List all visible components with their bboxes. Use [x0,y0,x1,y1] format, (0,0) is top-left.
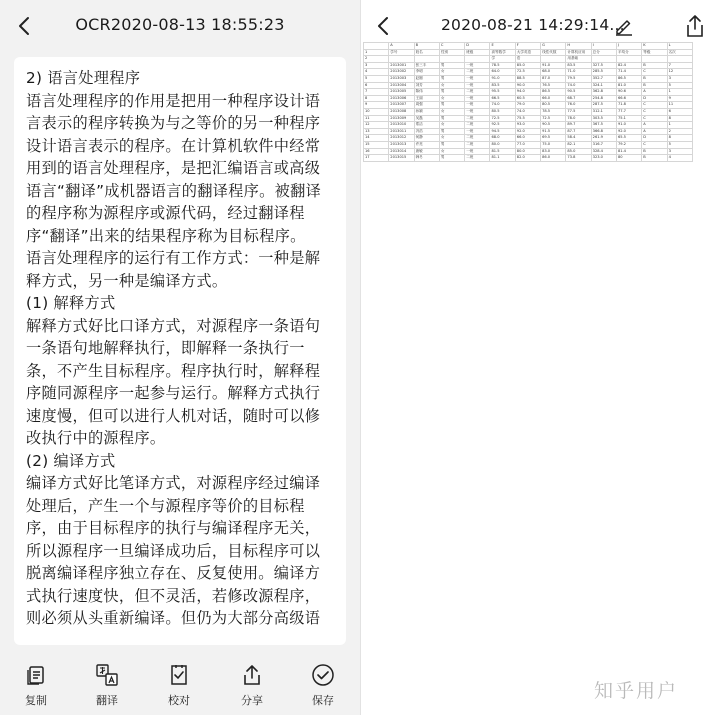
table-cell: 男 [439,115,464,122]
table-cell: 78.5 [490,62,515,69]
table-cell: B [642,155,667,162]
table-cell: 2013010 [389,122,414,129]
table-cell: 80.5 [490,108,515,115]
table-cell: 89.7 [566,122,591,129]
table-cell: 总分 [591,49,616,56]
table-cell: B [642,82,667,89]
table-cell: 80.0 [515,148,540,155]
spreadsheet-table [363,42,693,162]
table-cell: K [642,43,667,50]
table-cell: 324.1 [591,82,616,89]
table-cell: 75.5 [515,115,540,122]
table-cell: 2013006 [389,95,414,102]
save-button[interactable] [298,663,348,708]
table-cell [616,56,641,63]
table-cell: 王丽 [414,95,439,102]
proofread-icon [167,663,191,687]
table-cell: 2013008 [389,108,414,115]
table-cell: 语 [515,56,540,63]
table-cell: 71.0 [566,69,591,76]
table-cell: 85.0 [566,148,591,155]
table-cell: 男 [439,62,464,69]
table-cell: 5 [667,82,692,89]
table-cell: 女 [439,82,464,89]
table-cell: 男 [439,102,464,109]
table-cell: 90.0 [515,82,540,89]
table-cell: 学号 [389,49,414,56]
table-cell: 一班 [465,75,490,82]
bottom-toolbar [0,655,360,715]
table-cell: 二班 [465,89,490,96]
table-cell: 88.5 [515,75,540,82]
table-cell: 73.8 [566,155,591,162]
table-cell: 78.5 [541,108,566,115]
table-row [364,69,693,76]
table-cell: 1 [667,89,692,96]
table-cell: 86.0 [541,155,566,162]
table-cell: 77.5 [566,108,591,115]
table-cell: 二班 [465,135,490,142]
table-cell: 71.4 [616,69,641,76]
save-icon [311,663,335,687]
share-icon [683,13,707,39]
table-cell: 12 [364,122,389,129]
table-cell: 女 [439,95,464,102]
table-cell: 9 [364,102,389,109]
table-cell: 81.1 [490,155,515,162]
table-cell: 92.0 [616,128,641,135]
table-cell: 80.5 [541,102,566,109]
table-cell: 74.0 [490,102,515,109]
translate-icon [95,663,119,687]
table-cell: 80 [616,155,641,162]
table-cell: 72.5 [541,115,566,122]
table-row [364,82,693,89]
share-icon [240,663,264,687]
table-cell: 77.0 [515,141,540,148]
table-cell: 95.5 [490,89,515,96]
table-row [364,122,693,129]
chevron-left-icon [373,15,395,37]
table-cell: B [642,148,667,155]
table-cell: 2013011 [389,128,414,135]
table-cell: 285.5 [591,69,616,76]
table-cell: B [414,43,439,50]
table-cell: 82.4 [616,62,641,69]
table-cell: 2013009 [389,115,414,122]
table-cell: 66.5 [490,95,515,102]
table-cell: 85.0 [515,62,540,69]
table-cell: 男 [439,141,464,148]
table-cell: 68.0 [490,135,515,142]
table-cell: 4 [667,155,692,162]
table-row [364,155,693,162]
table-row [364,89,693,96]
table-row [364,75,693,82]
table-cell: 7 [667,62,692,69]
table-cell: 7 [364,89,389,96]
table-cell: 60.5 [515,95,540,102]
proofread-button[interactable] [154,663,204,708]
table-cell: 75.1 [616,115,641,122]
table-cell: 张三丰 [414,62,439,69]
pencil-icon [613,15,635,37]
table-cell: 82.1 [566,141,591,148]
ocr-text[interactable]: 2) 语言处理程序 语言处理程序的作用是把用一种程序设计语言表示的程序转换为与之等价的另一种程序设计语言表示的程序。在计算机软件中经常用到的语言处理程序，是把汇编语言或高级语言“翻译”成机器语言的翻译程序。被翻译的程序称为源程序或源代码，经过翻译程序“翻译”出来的结果程序称为目标程序。 语言处理程序的运行有工作方式：一种是解释方式，另一种是编译方式。 (1) 解释方式 解释方式好比口译方式，对源程序一条语句一条语句地解释执行，即解释一条执行一条，不产生目标程序。程序执行时，解释程序随同源程序一起参与运行。解释方式执行速度慢，但可以进行人机对话，随时可以修改执行中的源程序。 (2) 编译方式 编译方式好比笔译方式，对源程序经过编译处理后，产生一个与源程序等价的目标程序，由于目标程序的执行与编译程序无关，所以源程序一旦编译成功后，目标程序可以脱离编译程序独立存在、反复使用。编译方式执行速度快，但不灵活，若修改源程序，则必须从头重新编译。但仍为大部分高级语 [26,69,322,627]
table-cell: 91.0 [490,75,515,82]
table-cell: 68.0 [541,69,566,76]
table-cell: 男 [439,128,464,135]
table-cell: 76.5 [541,82,566,89]
edit-title-button[interactable] [613,15,635,37]
watermark: 知乎用户 [594,680,679,702]
table-cell: 二班 [465,155,490,162]
table-cell: 65.5 [616,135,641,142]
table-cell: 刘芳 [414,82,439,89]
table-cell: 81.0 [616,82,641,89]
table-cell: 86.5 [541,89,566,96]
table-cell: 男 [439,75,464,82]
table-cell: 6 [364,82,389,89]
table-row [364,102,693,109]
table-cell: 姓名 [414,49,439,56]
table-cell: 高等数学 [490,49,515,56]
table-cell: 一班 [465,148,490,155]
table-cell: 名次 [667,49,692,56]
table-cell [389,56,414,63]
table-cell: 女 [439,148,464,155]
table-cell: A [389,43,414,50]
table-row [364,43,693,50]
table-cell: 郑洁 [414,122,439,129]
table-cell: 2013015 [389,155,414,162]
table-cell: 4 [364,69,389,76]
table-cell: 女 [439,122,464,129]
table-cell: 82.0 [515,155,540,162]
table-row [364,128,693,135]
table-cell: 周强 [414,102,439,109]
table-cell: D [642,135,667,142]
table-cell: 二班 [465,115,490,122]
table-cell: 366.8 [591,128,616,135]
table-cell: 2 [364,56,389,63]
table-cell: 陈伟 [414,89,439,96]
table-cell: 14 [364,135,389,142]
table-cell: 许亮 [414,141,439,148]
table-cell: 94.0 [515,89,540,96]
share-button-bottom[interactable] [227,663,277,708]
table-cell: 83.5 [566,62,591,69]
table-cell: 8 [667,135,692,142]
table-cell: 72.5 [490,115,515,122]
table-cell: 90.5 [541,122,566,129]
table-row [364,56,693,63]
table-cell: 367.5 [591,122,616,129]
table-cell: 一班 [465,95,490,102]
table-cell: 线性代数 [541,49,566,56]
table-cell: 15 [364,141,389,148]
table-cell: 冯浩 [414,128,439,135]
table-cell: 93.0 [515,122,540,129]
table-cell: 一班 [465,82,490,89]
back-button[interactable] [14,15,36,37]
table-row [364,62,693,69]
table-cell: 3 [364,62,389,69]
table-cell: 254.8 [591,95,616,102]
table-cell: 女 [439,108,464,115]
table-cell: 80.0 [490,141,515,148]
back-button-right[interactable] [373,15,395,37]
table-cell: 1 [364,49,389,56]
table-cell: 2013003 [389,75,414,82]
table-cell: 11 [667,102,692,109]
table-cell: 2013007 [389,102,414,109]
table-cell: 316.7 [591,141,616,148]
table-cell: 2 [667,128,692,135]
table-cell: 362.8 [591,89,616,96]
table-cell: 5 [364,75,389,82]
table-cell: 87.0 [541,75,566,82]
table-cell: 班级 [465,49,490,56]
table-cell: 用基础 [566,56,591,63]
table-cell: 64.0 [490,69,515,76]
table-cell: 10 [364,108,389,115]
table-cell: 何静 [414,135,439,142]
table-cell [541,56,566,63]
table-cell [591,56,616,63]
preview-title: 2020-08-21 14:29:14... [441,16,625,34]
table-cell: 17 [364,155,389,162]
table-cell: A [642,128,667,135]
copy-label: 复制 [25,694,47,707]
spreadsheet-image [363,42,693,162]
table-cell: H [566,43,591,50]
table-cell: 3 [667,75,692,82]
table-cell: B [642,62,667,69]
table-cell: 79.5 [566,75,591,82]
table-cell: 66.0 [541,95,566,102]
table-cell: C [642,102,667,109]
table-cell: 75.0 [541,141,566,148]
table-cell: 二班 [465,122,490,129]
table-row [364,115,693,122]
table-cell: 91.5 [541,128,566,135]
table-cell: 74.0 [566,82,591,89]
table-cell: L [667,43,692,50]
table-cell: 6 [667,108,692,115]
table-cell: 79.2 [616,141,641,148]
table-cell: 一班 [465,62,490,69]
table-cell: 一班 [465,102,490,109]
table-cell: 92.0 [515,128,540,135]
table-cell: 69.5 [541,135,566,142]
table-cell: D [465,43,490,50]
table-cell: 13 [364,128,389,135]
table-cell: 12 [667,69,692,76]
table-cell: B [642,75,667,82]
table-cell: 71.8 [616,102,641,109]
table-cell: 1 [667,122,692,129]
table-cell: 5 [667,141,692,148]
table-cell: 90.5 [566,89,591,96]
table-cell: C [439,43,464,50]
table-cell: A [642,89,667,96]
ocr-text-card[interactable] [14,57,346,645]
table-cell: 74.0 [515,108,540,115]
table-cell: 韩冬 [414,155,439,162]
table-cell [667,56,692,63]
table-cell: D [642,95,667,102]
table-row [364,108,693,115]
table-cell: 大学英语 [515,49,540,56]
top-bar [0,0,360,52]
table-cell: 吴磊 [414,115,439,122]
table-cell: 81.4 [616,148,641,155]
table-cell: 94.5 [490,128,515,135]
table-row [364,148,693,155]
table-cell: 2013013 [389,141,414,148]
table-cell [364,43,389,50]
table-cell: 一班 [465,108,490,115]
table-cell: 8 [667,115,692,122]
table-cell: 303.5 [591,115,616,122]
table-cell: 二班 [465,141,490,148]
table-row [364,135,693,142]
table-cell: 3 [667,148,692,155]
table-cell: 李明 [414,69,439,76]
table-cell: E [490,43,515,50]
proofread-label: 校对 [168,694,190,707]
image-preview-panel [360,0,720,715]
chevron-left-icon [14,15,36,37]
table-cell: 二班 [465,69,490,76]
table-cell: 8 [364,95,389,102]
copy-icon [24,663,48,687]
table-cell: 计算机应用 [566,49,591,56]
table-cell: 92.5 [490,122,515,129]
table-cell: 赵刚 [414,75,439,82]
table-cell: 261.9 [591,135,616,142]
table-cell: 352.7 [591,75,616,82]
table-cell: 83.5 [490,82,515,89]
table-cell: 68.7 [566,95,591,102]
table-cell: 87.7 [566,128,591,135]
table-cell: 2013002 [389,69,414,76]
table-cell: 91.0 [616,122,641,129]
table-cell: 91.0 [541,62,566,69]
table-cell: 唐敏 [414,148,439,155]
table-cell: C [642,108,667,115]
table-cell: 90.6 [616,89,641,96]
table-cell: 2013012 [389,135,414,142]
table-cell: 323.0 [591,155,616,162]
page-title: OCR2020-08-13 18:55:23 [75,15,285,34]
table-cell: 等级 [642,49,667,56]
table-cell: 66.0 [515,135,540,142]
table-cell [414,56,439,63]
table-cell: 83.0 [541,148,566,155]
table-cell: 男 [439,89,464,96]
table-cell: A [642,122,667,129]
translate-label: 翻译 [96,694,118,707]
table-cell: 76.0 [566,102,591,109]
table-cell: 一班 [465,128,490,135]
table-cell: C [642,141,667,148]
table-cell: C [642,115,667,122]
table-cell: 学 [490,56,515,63]
table-cell: J [616,43,641,50]
table-cell: 327.5 [591,62,616,69]
table-cell [465,56,490,63]
table-row [364,49,693,56]
share-button-top[interactable] [683,13,707,39]
table-cell: 16 [364,148,389,155]
translate-button[interactable] [82,663,132,708]
table-cell: 328.4 [591,148,616,155]
table-row [364,141,693,148]
table-cell: 性别 [439,49,464,56]
copy-button[interactable] [11,663,61,708]
table-cell: 2013014 [389,148,414,155]
table-cell: 77.7 [616,108,641,115]
share-label: 分享 [241,694,263,707]
table-cell: 女 [439,135,464,142]
table-cell: I [591,43,616,50]
table-cell: 9 [667,95,692,102]
table-cell: 78.0 [566,115,591,122]
table-row [364,95,693,102]
table-cell: 81.5 [490,148,515,155]
table-cell: G [541,43,566,50]
table-cell [642,56,667,63]
table-cell: 66.6 [616,95,641,102]
table-cell: C [642,69,667,76]
table-cell: 平均分 [616,49,641,56]
table-cell: 2013001 [389,62,414,69]
table-cell: 11 [364,115,389,122]
table-cell: 女 [439,69,464,76]
table-cell: 2013005 [389,89,414,96]
table-cell: 287.5 [591,102,616,109]
table-cell: 男 [439,155,464,162]
table-cell: 孙颖 [414,108,439,115]
save-label: 保存 [312,694,334,707]
table-cell: 2013004 [389,82,414,89]
table-cell: 79.0 [515,102,540,109]
table-cell: F [515,43,540,50]
table-cell: 72.5 [515,69,540,76]
table-cell: 58.4 [566,135,591,142]
table-cell: 312.1 [591,108,616,115]
table-cell [439,56,464,63]
table-cell: 86.5 [616,75,641,82]
